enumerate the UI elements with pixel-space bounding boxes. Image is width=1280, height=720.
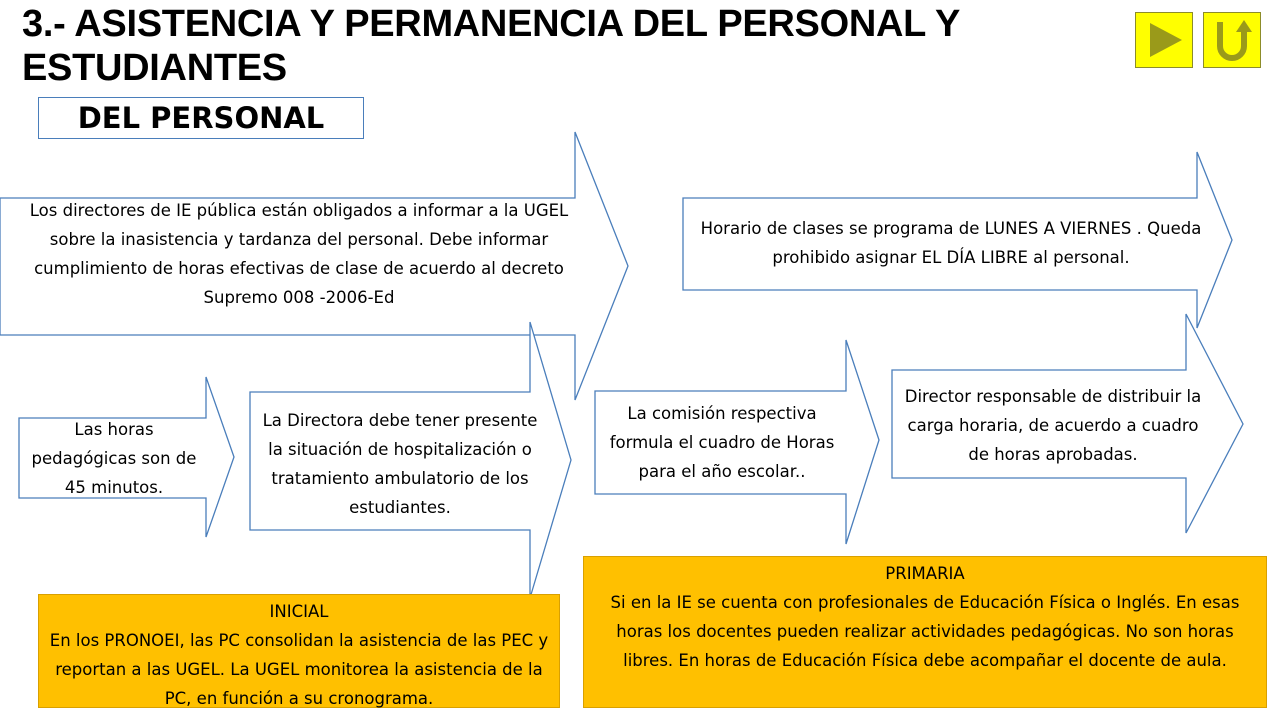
page-title: 3.- ASISTENCIA Y PERMANENCIA DEL PERSONAL Y ESTUDIANTES — [22, 3, 960, 89]
arrow-directors-text: Los directores de IE pública están obligados a informar a la UGEL sobre la inasistencia y tardanza del personal. Debe informar cumplimiento de horas efectivas de clase de acuerdo al decreto Supremo 008 -2006-Ed — [29, 201, 569, 307]
inicial-body: En los PRONOEI, las PC consolidan la asistencia de las PEC y reportan a las UGEL. La UGEL monitorea la asistencia de la PC, en función a su cronograma. — [49, 631, 549, 708]
section-label: DEL PERSONAL — [38, 97, 364, 139]
arrow-schedule-text: Horario de clases se programa de LUNES A VIERNES . Queda prohibido asignar EL DÍA LIBRE al personal. — [700, 219, 1202, 267]
primaria-heading: PRIMARIA — [885, 564, 965, 583]
arrow-directora-text: La Directora debe tener presente la situación de hospitalización o tratamiento ambulatorio de los estudiantes. — [262, 411, 538, 517]
arrow-director-load-text: Director responsable de distribuir la carga horaria, de acuerdo a cuadro de horas aprobadas. — [904, 386, 1202, 464]
primaria-body: Si en la IE se cuenta con profesionales de Educación Física o Inglés. En esas horas los docentes pueden realizar actividades pedagógicas. No son horas libres. En horas de Educación Física debe acompañar el docente de aula. — [610, 593, 1240, 670]
primaria-box — [583, 556, 1267, 708]
inicial-box — [38, 594, 560, 708]
arrow-commission-text: La comisión respectiva formula el cuadro de Horas para el año escolar.. — [609, 403, 835, 481]
arrow-hours-text: Las horas pedagógicas son de 45 minutos. — [31, 419, 197, 497]
inicial-heading: INICIAL — [269, 602, 329, 621]
